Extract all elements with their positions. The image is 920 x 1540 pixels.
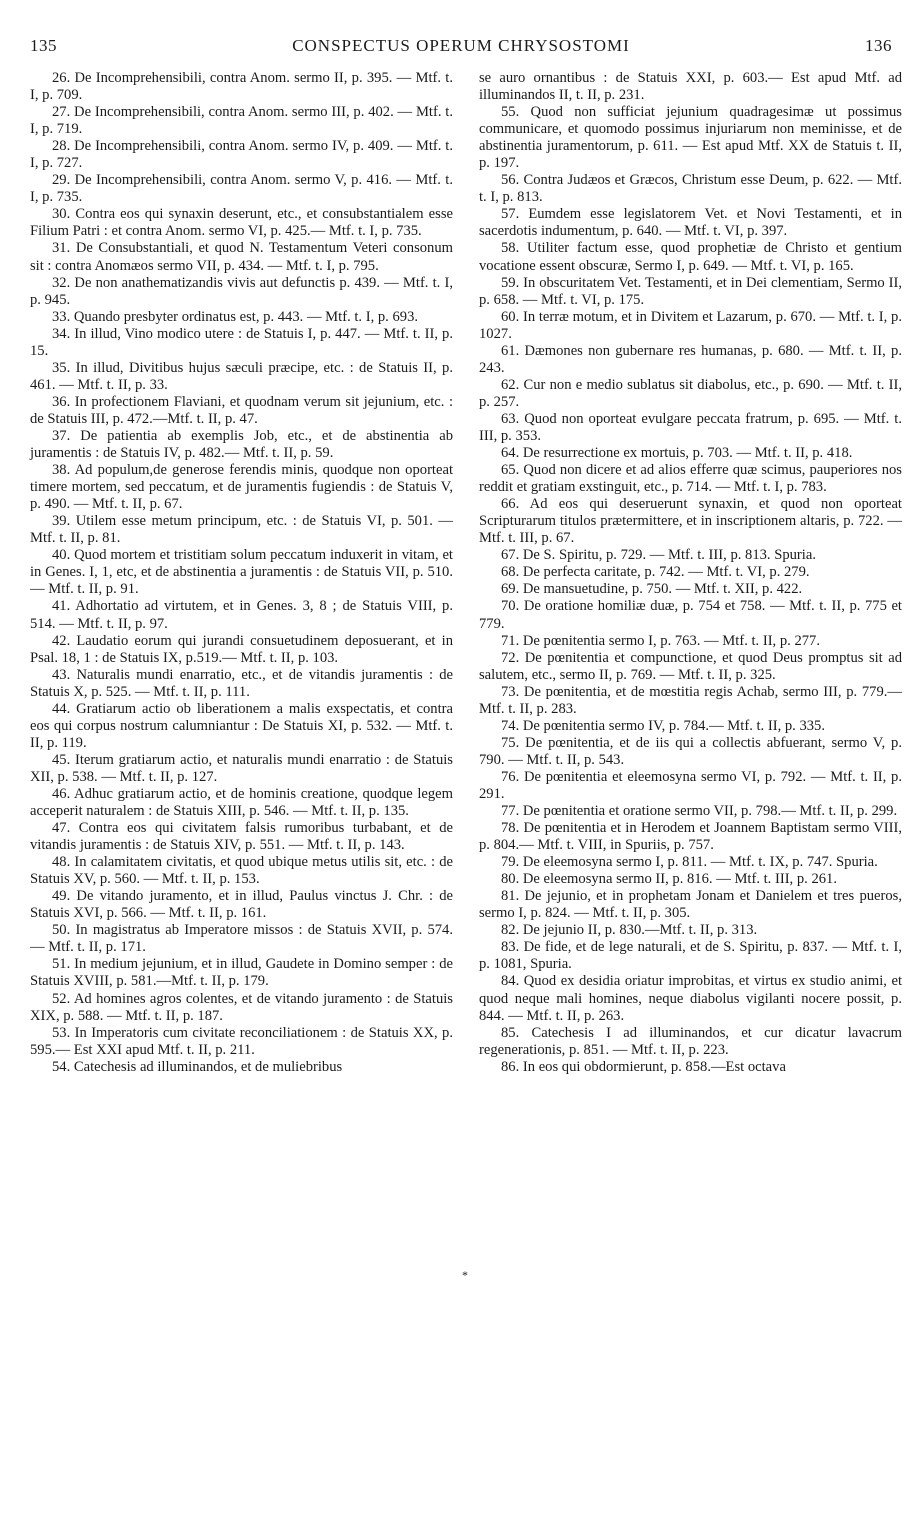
catalog-entry: 35. In illud, Divitibus hujus sæculi præcipe, etc. : de Statuis II, p. 461. — Mtf. t. II, p. 33.	[30, 359, 453, 393]
catalog-entry: 62. Cur non e medio sublatus sit diabolus, etc., p. 690. — Mtf. t. II, p. 257.	[479, 376, 902, 410]
catalog-entry: 34. In illud, Vino modico utere : de Statuis I, p. 447. — Mtf. t. II, p. 15.	[30, 325, 453, 359]
right-column	[479, 70, 902, 1076]
catalog-entry: 70. De oratione homiliæ duæ, p. 754 et 758. — Mtf. t. II, p. 775 et 779.	[479, 598, 902, 632]
catalog-entry: 79. De eleemosyna sermo I, p. 811. — Mtf. t. IX, p. 747. Spuria.	[501, 854, 878, 871]
catalog-entry: 75. De pœnitentia, et de iis qui a collectis abfuerant, sermo V, p. 790. — Mtf. t. II, p. 543.	[479, 734, 902, 768]
catalog-entry: 47. Contra eos qui civitatem falsis rumoribus turbabant, et de vitandis juramentis : de Statuis XIV, p. 551. — Mtf. t. II, p. 143.	[30, 820, 453, 854]
catalog-entry: se auro ornantibus : de Statuis XXI, p. 603.— Est apud Mtf. ad illuminandos II, t. II, p. 231.	[479, 70, 902, 104]
catalog-entry: 61. Dæmones non gubernare res humanas, p. 680. — Mtf. t. II, p. 243.	[479, 342, 902, 376]
catalog-entry: 82. De jejunio II, p. 830.—Mtf. t. II, p. 313.	[501, 922, 758, 939]
catalog-entry: 76. De pœnitentia et eleemosyna sermo VI, p. 792. — Mtf. t. II, p. 291.	[479, 768, 902, 802]
catalog-entry: 36. In profectionem Flaviani, et quodnam verum sit jejunium, etc. : de Statuis III, p. 472.—Mtf. t. II, p. 47.	[30, 393, 453, 427]
catalog-entry: 44. Gratiarum actio ob liberationem a malis exspectatis, et contra eos qui corpus nostrum calumniantur : De Statuis XI, p. 532. — Mtf. t. II, p. 119.	[30, 700, 453, 751]
catalog-entry: 54. Catechesis ad illuminandos, et de muliebribus	[52, 1058, 343, 1075]
catalog-entry: 65. Quod non dicere et ad alios efferre quæ scimus, pauperiores nos reddit et gratiam exstinguit, etc., p. 714. — Mtf. t. I, p. 783.	[479, 462, 902, 496]
catalog-entry: 30. Contra eos qui synaxin deserunt, etc., et consubstantialem esse Filium Patri : et contra Anom. sermo VI, p. 425.— Mtf. t. I, p. 735.	[30, 206, 453, 240]
catalog-entry: 46. Adhuc gratiarum actio, et de hominis creatione, quodque legem acceperit naturalem : de Statuis XIII, p. 546. — Mtf. t. II, p. 135.	[30, 785, 453, 820]
catalog-entry: 38. Ad populum,de generose ferendis minis, quodque non oporteat timere mortem, sed peccatum, et de juramentis fugiendis : de Statuis V, p. 490. — Mtf. t. II, p. 67.	[30, 462, 453, 513]
catalog-entry: 40. Quod mortem et tristitiam solum peccatum induxerit in vitam, et in Genes. I, 1, etc, et de abstinentia a juramentis : de Statuis VII, p. 510. — Mtf. t. II, p. 91.	[30, 547, 453, 598]
catalog-entry: 71. De pœnitentia sermo I, p. 763. — Mtf. t. II, p. 277.	[501, 632, 820, 649]
catalog-entry: 69. De mansuetudine, p. 750. — Mtf. t. XII, p. 422.	[501, 581, 803, 598]
catalog-entry: 50. In magistratus ab Imperatore missos : de Statuis XVII, p. 574. — Mtf. t. II, p. 171.	[30, 922, 453, 956]
catalog-entry: 48. In calamitatem civitatis, et quod ubique metus utilis sit, etc. : de Statuis XV, p. 560. — Mtf. t. II, p. 153.	[30, 854, 453, 888]
catalog-entry: 77. De pœnitentia et oratione sermo VII, p. 798.— Mtf. t. II, p. 299.	[501, 803, 898, 820]
catalog-entry: 64. De resurrectione ex mortuis, p. 703. — Mtf. t. II, p. 418.	[501, 445, 853, 462]
catalog-entry: 31. De Consubstantiali, et quod N. Testamentum Veteri consonum sit : contra Anomæos sermo VII, p. 434. — Mtf. t. I, p. 795.	[30, 240, 453, 274]
catalog-entry: 81. De jejunio, et in prophetam Jonam et Danielem et tres pueros, sermo I, p. 824. — Mtf. t. II, p. 305.	[479, 888, 902, 922]
catalog-entry: 29. De Incomprehensibili, contra Anom. sermo V, p. 416. — Mtf. t. I, p. 735.	[30, 172, 453, 206]
catalog-entry: 39. Utilem esse metum principum, etc. : de Statuis VI, p. 501. — Mtf. t. II, p. 81.	[30, 513, 453, 547]
catalog-entry: 74. De pœnitentia sermo IV, p. 784.— Mtf. t. II, p. 335.	[501, 717, 825, 734]
page-number-right: 136	[865, 36, 892, 55]
catalog-entry: 53. In Imperatoris cum civitate reconciliationem : de Statuis XX, p. 595.— Est XXI apud Mtf. t. II, p. 211.	[30, 1024, 453, 1058]
catalog-entry: 52. Ad homines agros colentes, et de vitando juramento : de Statuis XIX, p. 588. — Mtf. t. II, p. 187.	[30, 990, 453, 1024]
catalog-entry: 68. De perfecta caritate, p. 742. — Mtf. t. VI, p. 279.	[501, 564, 810, 581]
catalog-entry: 58. Utiliter factum esse, quod prophetiæ de Christo et gentium vocatione essent obscuræ, Sermo I, p. 649. — Mtf. t. VI, p. 165.	[479, 240, 902, 274]
catalog-entry: 57. Eumdem esse legislatorem Vet. et Novi Testamenti, et in sacerdotis indumentum, p. 640. — Mtf. t. VI, p. 397.	[479, 206, 902, 240]
catalog-entry: 66. Ad eos qui deseruerunt synaxin, et quod non oporteat Scripturarum titulos prætermittere, et in inscriptionem altaris, p. 722. — Mtf. t. III, p. 67.	[479, 496, 902, 547]
catalog-entry: 43. Naturalis mundi enarratio, etc., et de vitandis juramentis : de Statuis X, p. 525. — Mtf. t. II, p. 111.	[30, 666, 453, 700]
margin-mark: *	[462, 1268, 468, 1282]
catalog-entry: 80. De eleemosyna sermo II, p. 816. — Mtf. t. III, p. 261.	[501, 871, 837, 888]
catalog-entry: 28. De Incomprehensibili, contra Anom. sermo IV, p. 409. — Mtf. t. I, p. 727.	[30, 138, 453, 172]
catalog-entry: 27. De Incomprehensibili, contra Anom. sermo III, p. 402. — Mtf. t. I, p. 719.	[30, 104, 453, 138]
catalog-entry: 60. In terræ motum, et in Divitem et Lazarum, p. 670. — Mtf. t. I, p. 1027.	[479, 308, 902, 342]
catalog-entry: 63. Quod non oporteat evulgare peccata fratrum, p. 695. — Mtf. t. III, p. 353.	[479, 410, 902, 444]
catalog-entry: 49. De vitando juramento, et in illud, Paulus vinctus J. Chr. : de Statuis XVI, p. 566. — Mtf. t. II, p. 161.	[30, 888, 453, 922]
catalog-entry: 26. De Incomprehensibili, contra Anom. sermo II, p. 395. — Mtf. t. I, p. 709.	[30, 70, 453, 104]
left-column	[30, 70, 453, 1076]
catalog-entry: 72. De pœnitentia et compunctione, et quod Deus promptus sit ad salutem, etc., sermo II, p. 769. — Mtf. t. II, p. 325.	[479, 649, 902, 683]
catalog-entry: 33. Quando presbyter ordinatus est, p. 443. — Mtf. t. I, p. 693.	[52, 308, 419, 325]
running-header	[30, 36, 892, 60]
catalog-entry: 86. In eos qui obdormierunt, p. 858.—Est octava	[501, 1058, 786, 1075]
catalog-entry: 42. Laudatio eorum qui jurandi consuetudinem deposuerant, et in Psal. 18, 1 : de Statuis IX, p.519.— Mtf. t. II, p. 103.	[30, 632, 453, 666]
page-number-left: 135	[30, 36, 57, 55]
catalog-entry: 32. De non anathematizandis vivis aut defunctis p. 439. — Mtf. t. I, p. 945.	[30, 274, 453, 308]
catalog-entry: 59. In obscuritatem Vet. Testamenti, et in Dei clementiam, Sermo II, p. 658. — Mtf. t. VI, p. 175.	[479, 274, 902, 308]
running-title: CONSPECTUS OPERUM CHRYSOSTOMI	[292, 36, 630, 55]
catalog-entry: 41. Adhortatio ad virtutem, et in Genes. 3, 8 ; de Statuis VIII, p. 514. — Mtf. t. II, p. 97.	[30, 598, 453, 632]
catalog-entry: 84. Quod ex desidia oriatur improbitas, et virtus ex studio animi, et quod neque mali homines, neque diabolus vigilanti nocere possit, p. 844. — Mtf. t. II, p. 263.	[479, 973, 902, 1024]
catalog-entry: 73. De pœnitentia, et de mœstitia regis Achab, sermo III, p. 779.— Mtf. t. II, p. 283.	[479, 683, 902, 717]
catalog-entry: 83. De fide, et de lege naturali, et de S. Spiritu, p. 837. — Mtf. t. I, p. 1081, Spuria.	[479, 939, 902, 973]
catalog-entry: 51. In medium jejunium, et in illud, Gaudete in Domino semper : de Statuis XVIII, p. 581.—Mtf. t. II, p. 179.	[30, 956, 453, 990]
catalog-entry: 85. Catechesis I ad illuminandos, et cur dicatur lavacrum regenerationis, p. 851. — Mtf. t. II, p. 223.	[479, 1024, 902, 1058]
catalog-entry: 45. Iterum gratiarum actio, et naturalis mundi enarratio : de Statuis XII, p. 538. — Mtf. t. II, p. 127.	[30, 751, 453, 785]
catalog-entry: 55. Quod non sufficiat jejunium quadragesimæ ut possimus communicare, et quomodo possimus injuriarum non meminisse, et de abstinentia juramentorum, p. 611. — Est apud Mtf. XX de Statuis t. II, p. 197.	[479, 104, 902, 172]
catalog-entry: 37. De patientia ab exemplis Job, etc., et de abstinentia ab juramentis : de Statuis IV, p. 482.— Mtf. t. II, p. 59.	[30, 427, 453, 462]
catalog-entry: 78. De pœnitentia et in Herodem et Joannem Baptistam sermo VIII, p. 804.— Mtf. t. VIII, in Spuriis, p. 757.	[479, 820, 902, 854]
catalog-entry: 67. De S. Spiritu, p. 729. — Mtf. t. III, p. 813. Spuria.	[501, 547, 816, 564]
catalog-entry: 56. Contra Judæos et Græcos, Christum esse Deum, p. 622. — Mtf. t. I, p. 813.	[479, 172, 902, 206]
